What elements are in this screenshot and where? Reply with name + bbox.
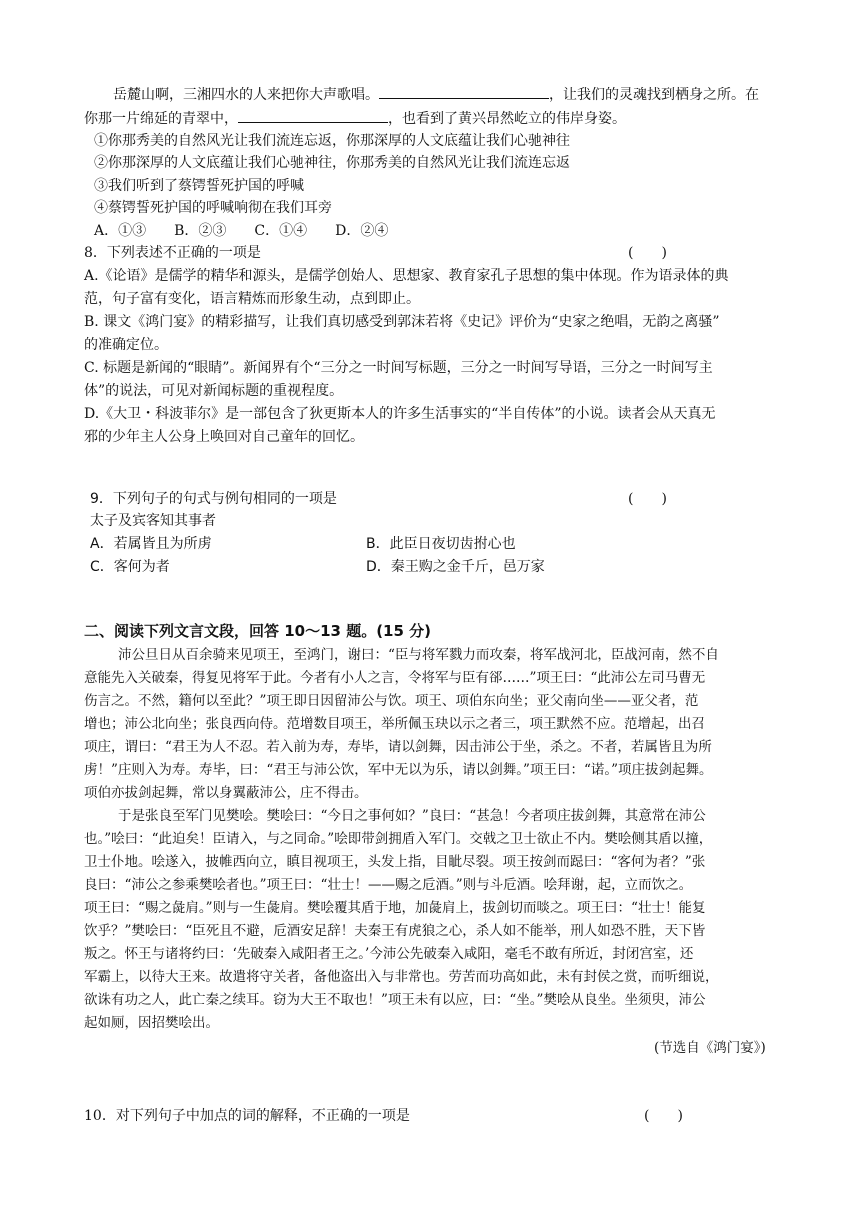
q8-option-d-line1: D.《大卫・科波菲尔》是一部包含了狄更斯本人的许多生活事实的“半自传体”的小说。读者会从天真无 [84,406,716,422]
q9-option-c[interactable]: C．客何为者 [90,559,170,575]
q8-option-c-line1: C. 标题是新闻的“眼睛”。新闻界有个“三分之一时间写标题，三分之一时间写导语，三分之一时间写主 [84,360,713,376]
q9-stem: 9．下列句子的句式与例句相同的一项是 [90,491,337,507]
q8-stem: 8．下列表述不正确的一项是 [84,245,261,261]
section2-heading: 二、阅读下列文言文段，回答 10～13 题。(15 分) [84,622,432,640]
passage-source: (节选自《鸿门宴》) [654,1040,766,1056]
passage-p2-line9: 欲诛有功之人，此亡秦之续耳。窃为大王不取也！”项王未有以应，曰：“坐。”樊哙从良坐。坐须臾，沛公 [84,992,706,1008]
q8-option-a-line1: A.《论语》是儒学的精华和源头，是儒学创始人、思想家、教育家孔子思想的集中体现。作为语录体的典 [84,268,729,284]
q8-option-c-line2: 体”的说法，可见对新闻标题的重视程度。 [84,383,344,399]
passage-p1-line3: 伤言之。不然，籍何以至此？”项王即日因留沛公与饮。项王、项伯东向坐；亚父南向坐——亚父者，范 [84,693,699,709]
passage-p1-line6: 虏！”庄则入为寿。寿毕，曰：“君王与沛公饮，军中无以为乐，请以剑舞。”项王曰：“诺。”项庄拔剑起舞。 [84,762,713,778]
q7-stem-line2 [84,108,626,129]
passage-p1-line2: 意能先入关破秦，得复见将军于此。今者有小人之言，令将军与臣有郤……”项王曰：“此沛公左司马曹无 [84,670,706,686]
passage-p2-line5: 项王曰：“赐之彘肩。”则与一生彘肩。樊哙覆其盾于地，加彘肩上，拔剑切而啖之。项王曰：“壮士！能复 [84,900,706,916]
passage-p2-line4: 良曰：“沛公之参乘樊哙者也。”项王曰：“壮士！——赐之卮酒。”则与斗卮酒。哙拜谢，起，立而饮之。 [84,877,693,893]
q7-blank-2[interactable] [238,108,388,123]
q9-example: 太子及宾客知其事者 [90,513,216,529]
q8-option-a-line2: 范，句子富有变化，语言精炼而形象生动，点到即止。 [84,291,420,307]
q9-answer-paren[interactable]: ( ) [628,491,667,507]
q9-option-a[interactable]: A．若属皆且为所虏 [90,536,212,552]
passage-p1-line1: 沛公旦日从百余骑来见项王，至鸿门，谢曰：“臣与将军戮力而攻秦，将军战河北，臣战河南，然不自 [118,647,719,663]
q7-stem-a: 岳麓山啊，三湘四水的人来把你大声歌唱。 [113,87,379,103]
passage-p2-line8: 军霸上，以待大王来。故遣将守关者，备他盗出入与非常也。劳苦而功高如此，未有封侯之赏，而听细说， [84,969,719,985]
passage-p2-line3: 卫士仆地。哙遂入，披帷西向立，瞋目视项王，头发上指，目眦尽裂。项王按剑而跽曰：“客何为者？”张 [84,854,706,870]
passage-p2-line7: 叛之。怀王与诸将约曰：‘先破秦入咸阳者王之。’今沛公先破秦入咸阳，毫毛不敢有所近，封闭宫室，还 [84,946,694,962]
q7-stem-line1 [113,84,759,105]
q7-item-4: ④蔡锷誓死护国的呼喊响彻在我们耳旁 [94,200,332,216]
passage-p1-line7: 项伯亦拔剑起舞，常以身翼蔽沛公，庄不得击。 [84,785,368,801]
q10-stem: 10．对下列句子中加点的词的解释，不正确的一项是 [84,1108,410,1124]
passage-p1-line5: 项庄，谓曰：“君王为人不忍。若入前为寿，寿毕，请以剑舞，因击沛公于坐，杀之。不者，若属皆且为所 [84,739,712,755]
q7-options[interactable]: A．①③ B．②③ C．①④ D．②④ [94,223,389,239]
q7-stem-c: 你那一片绵延的青翠中， [84,111,238,127]
q7-item-1: ①你那秀美的自然风光让我们流连忘返，你那深厚的人文底蕴让我们心驰神往 [94,133,570,149]
q7-item-3: ③我们听到了蔡锷誓死护国的呼喊 [94,178,304,194]
q9-option-b[interactable]: B．此臣日夜切齿拊心也 [366,536,516,552]
q8-option-b-line1: B. 课文《鸿门宴》的精彩描写，让我们真切感受到郭沫若将《史记》评价为“史家之绝唱，无韵之离骚” [84,314,720,330]
passage-p2-line2: 也。”哙曰：“此迫矣！臣请入，与之同命。”哙即带剑拥盾入军门。交戟之卫士欲止不内。樊哙侧其盾以撞， [84,831,713,847]
passage-p2-line10: 起如厕，因招樊哙出。 [84,1015,219,1031]
q8-answer-paren[interactable]: ( ) [628,245,667,261]
q8-option-d-line2: 邪的少年主人公身上唤回对自己童年的回忆。 [84,429,364,445]
q8-option-b-line2: 的准确定位。 [84,337,168,353]
q9-option-d[interactable]: D．秦王购之金千斤，邑万家 [366,559,545,575]
q7-stem-d: ，也看到了黄兴昂然屹立的伟岸身姿。 [388,111,626,127]
q10-answer-paren[interactable]: ( ) [644,1108,683,1124]
passage-p2-line6: 饮乎？”樊哙曰：“臣死且不避，卮酒安足辞！夫秦王有虎狼之心，杀人如不能举，刑人如恐不胜，天下皆 [84,923,706,939]
q7-item-2: ②你那深厚的人文底蕴让我们心驰神往，你那秀美的自然风光让我们流连忘返 [94,155,570,171]
passage-p1-line4: 增也；沛公北向坐；张良西向侍。范增数目项王，举所佩玉玦以示之者三，项王默然不应。范增起，出召 [84,716,705,732]
q7-stem-b: ，让我们的灵魂找到栖身之所。在 [549,87,759,103]
q7-blank-1[interactable] [379,84,549,99]
passage-p2-line1: 于是张良至军门见樊哙。樊哙曰：“今日之事何如？”良曰：“甚急！今者项庄拔剑舞，其意常在沛公 [118,808,706,824]
